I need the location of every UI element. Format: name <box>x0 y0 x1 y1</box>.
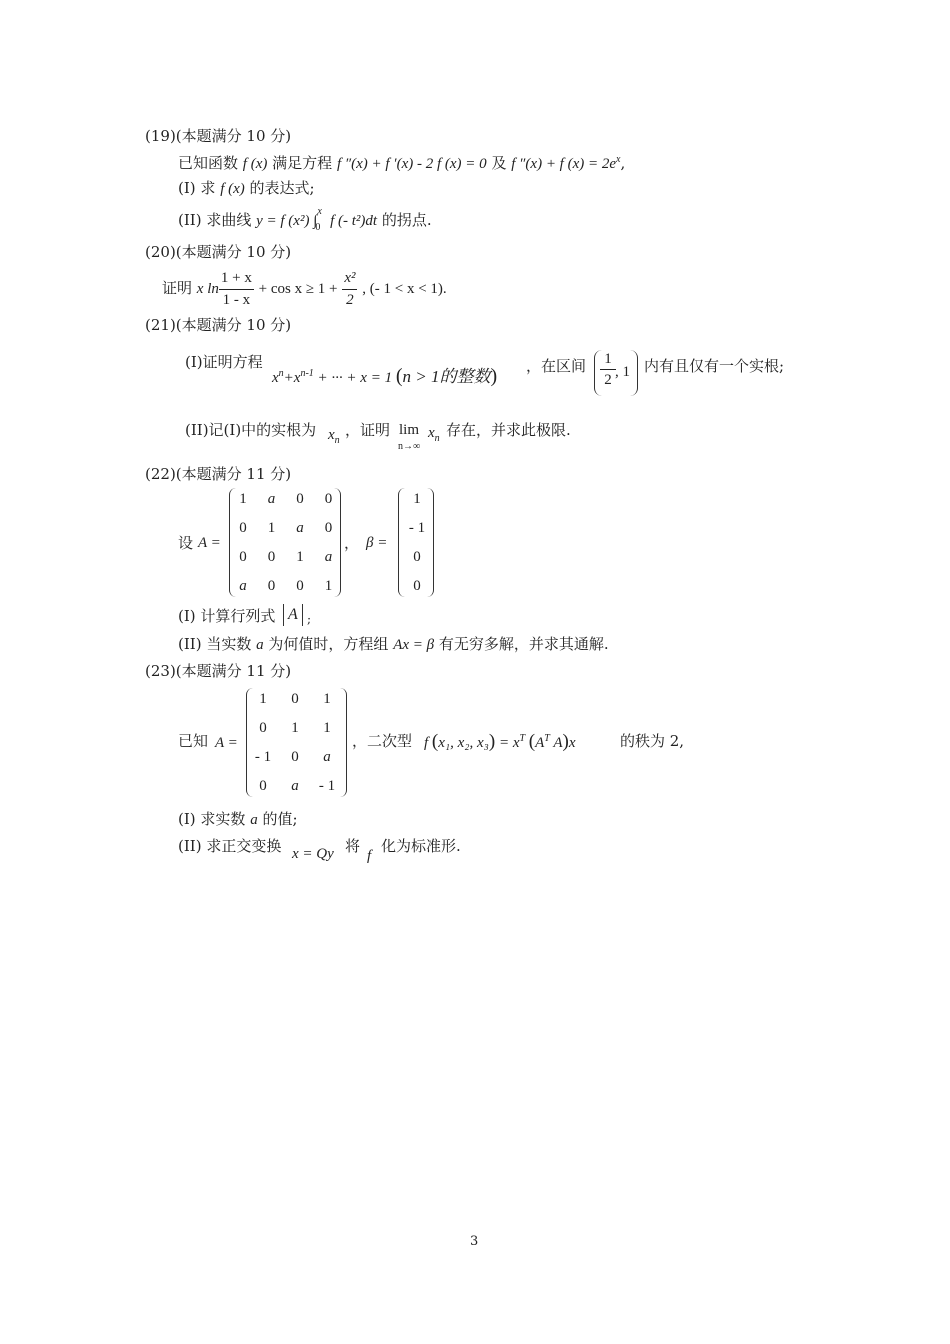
q21-eq-x: x <box>272 370 279 386</box>
q22-det-left <box>283 604 284 626</box>
q19-part1-text: 的表达式; <box>249 179 315 197</box>
matrix-cell: 0 <box>267 549 276 565</box>
q22-part1-end: ; <box>307 612 312 626</box>
matrix-cell: 0 <box>413 549 421 565</box>
q21-part2-end: 存在，并求此极限. <box>446 421 571 439</box>
matrix-cell: 1 <box>259 691 267 707</box>
q22-part2-eq: Ax = β <box>393 637 435 653</box>
q23-A-eq: A = <box>215 735 238 751</box>
q23-f-args: x₁, x₂, x₃ <box>438 735 489 751</box>
q19-eq2: f ″(x) + f (x) = 2e <box>511 156 617 172</box>
matrix-cell: a <box>324 549 333 565</box>
q23-mid-label: ，二次型 <box>352 732 413 750</box>
q21-part2-label: (II)记(I)中的实根为 <box>185 421 317 439</box>
matrix-cell: a <box>296 520 304 536</box>
q23-part1-label: (I) 求实数 <box>178 810 246 828</box>
matrix-cell: 0 <box>413 578 421 594</box>
q19-eq1: f ″(x) + f ′(x) - 2 f (x) = 0 <box>336 156 487 172</box>
q22-part1-label: (I) 计算行列式 <box>178 607 276 625</box>
q22-part2-end: 有无穷多解，并求其通解. <box>438 635 609 653</box>
q22-comma: ， <box>344 534 360 552</box>
q20-frac2-den: 2 <box>346 291 354 308</box>
matrix-cell: 1 <box>323 720 331 736</box>
q21-part1-eq: $x^n+x^{n-1}$ + ··· + x = 1 (n > 1的整数) <box>272 365 498 387</box>
q21-lim: lim <box>399 422 420 438</box>
q23-part1-end: 的值; <box>262 810 298 828</box>
q21-eq-paren: n > 1的整数 <box>402 367 491 386</box>
q19-part2-text: 的拐点. <box>381 211 432 229</box>
q21-eq-exp2: n-1 <box>300 368 314 379</box>
matrix-cell: 1 <box>324 578 333 594</box>
q21-part1-end: 内有且仅有一个实根; <box>644 357 785 375</box>
matrix-cell: 1 <box>296 549 304 565</box>
q23-part2-mid: 将 <box>345 837 361 855</box>
q19-part2-integrand: f (- t²)dt <box>330 213 378 229</box>
q22-header: (22)(本题满分 11 分) <box>145 465 292 483</box>
q19-intro <box>178 155 625 172</box>
q19-int-lower: 0 <box>315 222 321 233</box>
q23-f-eq: = x <box>498 735 520 751</box>
q19-intro-mid: 满足方程 <box>272 154 333 172</box>
matrix-cell: 0 <box>267 578 276 594</box>
matrix-cell: a <box>267 491 276 507</box>
q23-f: f <box>424 735 429 751</box>
q20-inequality <box>162 270 447 308</box>
matrix-cell: 1 <box>323 691 331 707</box>
q22-part2-a: a <box>256 637 264 653</box>
matrix-cell: a <box>291 778 299 794</box>
q20-header: (20)(本题满分 10 分) <box>145 243 292 261</box>
q21-interval-right: , 1 <box>615 364 630 380</box>
q21-interval-den: 2 <box>604 372 612 388</box>
q19-part2 <box>178 206 432 233</box>
matrix-cell: 0 <box>324 520 333 536</box>
q21-xn: x <box>328 427 335 443</box>
matrix-cell: 1 <box>291 720 299 736</box>
q20-frac-num: 1 + x <box>219 270 254 290</box>
q21-part1-label: (I)证明方程 <box>185 353 263 371</box>
q19-int-upper: x <box>317 206 322 217</box>
q21-xn-sub: n <box>334 435 340 446</box>
q23-ATA: A <box>535 735 545 751</box>
matrix-cell: 0 <box>296 491 304 507</box>
matrix-cell: 1 <box>413 491 421 507</box>
q23-ATA-A: A <box>553 735 563 751</box>
q22-part2-mid: 为何值时，方程组 <box>268 635 389 653</box>
matrix-cell: 1 <box>239 491 247 507</box>
q21-eq-exp1: n <box>278 368 284 379</box>
q23-part2-eq: x = Qy <box>292 846 334 862</box>
q23-part2-label: (II) 求正交变换 <box>178 837 282 855</box>
q23-ATA-T: T <box>544 733 550 744</box>
q19-intro-fx: f (x) <box>242 156 268 172</box>
page-number: 3 <box>470 1234 479 1249</box>
q22-part2-label: (II) 当实数 <box>178 635 252 653</box>
q21-header: (21)(本题满分 10 分) <box>145 316 292 334</box>
q19-and: 及 <box>491 154 507 172</box>
q21-lim-sub: n→∞ <box>398 441 421 452</box>
matrix-cell: a <box>323 749 331 765</box>
q23-f-T: T <box>519 733 526 744</box>
q23-part1-a: a <box>250 812 258 828</box>
q23-part1 <box>178 812 298 828</box>
q23-known-label: 已知 <box>178 732 209 750</box>
q19-header: (19)(本题满分 10 分) <box>145 127 292 145</box>
q22-part2 <box>178 637 609 653</box>
q22-set-label: 设 <box>178 534 194 552</box>
q22-beta-eq: β = <box>366 535 388 551</box>
matrix-cell: 0 <box>324 491 333 507</box>
q19-part1 <box>178 181 315 197</box>
q23-f-x: x <box>568 735 576 751</box>
q23-quadratic-form: f (x₁, x₂, $x_3) = x^T$ ($A^T$ A)x <box>424 731 576 752</box>
q21-eq-plus: +x <box>283 370 301 386</box>
q22-det-right <box>302 604 303 626</box>
q19-intro-label: 已知函数 <box>178 154 239 172</box>
matrix-cell: 0 <box>239 549 247 565</box>
matrix-cell: 1 <box>267 520 276 536</box>
q19-part1-label: (I) 求 <box>178 179 216 197</box>
matrix-cell: - 1 <box>254 749 272 765</box>
q21-part2-mid: ，证明 <box>345 421 391 439</box>
q21-lim-xn: x <box>428 425 435 441</box>
q19-eq2-exp: x <box>616 154 621 165</box>
q22-A-eq: A = <box>198 535 221 551</box>
q23-part2-end: 化为标准形. <box>381 837 461 855</box>
matrix-cell: 0 <box>291 749 299 765</box>
q20-mid: + cos x ≥ 1 + <box>258 281 338 297</box>
matrix-cell: a <box>239 578 247 594</box>
matrix-cell: 0 <box>296 578 304 594</box>
q19-part2-expr: y = f (x²) ∫ <box>256 213 318 229</box>
q21-lim-x <box>428 426 440 444</box>
q21-interval-num: 1 <box>600 352 616 370</box>
q19-part2-label: (II) 求曲线 <box>178 211 252 229</box>
q22-det-A: A <box>288 606 298 623</box>
matrix-cell: 0 <box>291 691 299 707</box>
q20-x-ln: x ln <box>196 281 219 297</box>
matrix-cell: - 1 <box>318 778 336 794</box>
q20-frac <box>219 270 254 308</box>
q21-eq-rest: + ··· + x = 1 <box>317 370 393 386</box>
matrix-cell: 0 <box>239 520 247 536</box>
matrix-cell: 0 <box>259 778 267 794</box>
q21-interval-frac <box>600 352 616 388</box>
q21-interval-label: ，在区间 <box>526 357 587 375</box>
q19-eq2-end: , <box>620 154 626 172</box>
matrix-cell: - 1 <box>408 520 426 536</box>
q21-lim-xn-sub: n <box>434 433 440 444</box>
q20-frac-den: 1 - x <box>222 291 251 308</box>
q20-prove-label: 证明 <box>162 279 193 297</box>
matrix-cell: 0 <box>259 720 267 736</box>
q20-frac2 <box>342 270 357 308</box>
q23-part2-f: f <box>367 848 372 864</box>
q19-part1-fx: f (x) <box>220 181 245 197</box>
q23-rank-text: 的秩为 2, <box>620 732 685 750</box>
q20-cond: , (- 1 < x < 1). <box>362 281 447 297</box>
q21-part2-xn <box>328 428 340 446</box>
q23-header: (23)(本题满分 11 分) <box>145 662 292 680</box>
q20-frac2-num: x² <box>342 270 357 290</box>
